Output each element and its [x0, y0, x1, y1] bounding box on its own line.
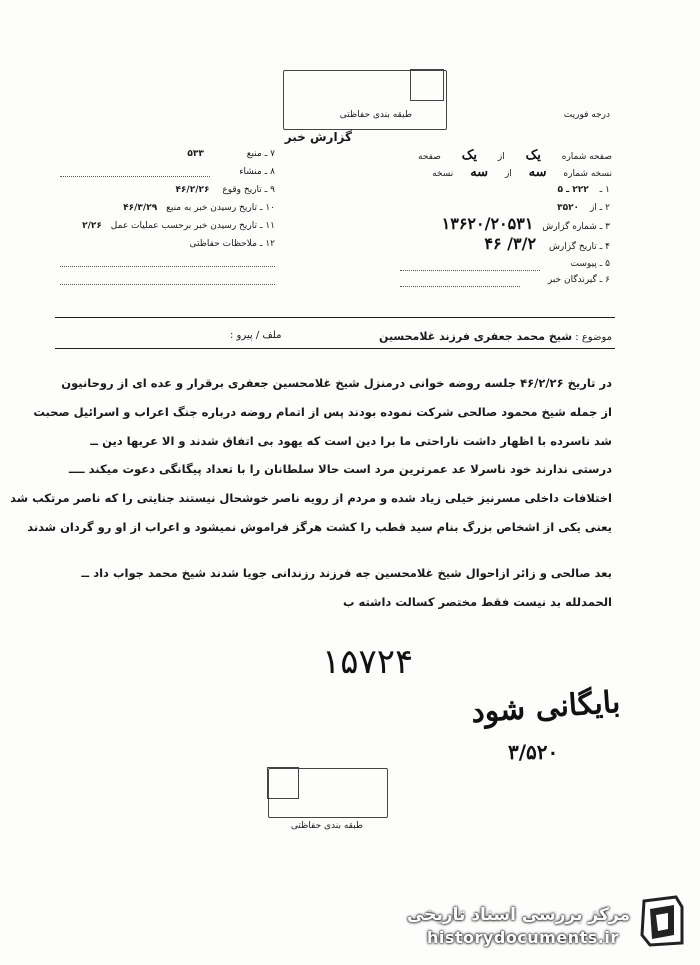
page-from: از	[497, 152, 505, 162]
body-line-1: در تاریخ ۴۶/۲/۲۶ جلسه روضه خوانی درمنزل شیخ غلامحسین جعفری برقرار و عده ای از روحانیون	[61, 376, 612, 390]
field-5-label: ۵ ـ پیوست	[570, 259, 610, 269]
field-3-label: ۳ ـ شماره گزارش	[542, 222, 610, 232]
field-4-value: ۳/۲/ ۴۶	[484, 234, 537, 253]
field-9-value: ۴۶/۲/۲۶	[175, 185, 210, 195]
page-word: صفحه	[418, 152, 441, 162]
copy-no-hand: سه	[528, 165, 547, 180]
field-10-value: ۴۶/۳/۲۹	[123, 203, 158, 213]
page-number-row	[372, 150, 612, 163]
copy-count-hand: سه	[470, 165, 489, 180]
report-title: گزارش خبر	[284, 130, 352, 144]
header-separator	[55, 317, 615, 318]
handwritten-code: ۳/۵۲۰	[508, 740, 559, 764]
archive-center-name: مرکز بررسی اسناد تاریخی	[407, 905, 630, 925]
field-9	[60, 184, 275, 196]
subject-underline	[55, 348, 615, 349]
archive-logo-icon	[636, 895, 686, 947]
copy-number-row	[372, 167, 612, 180]
classification-label-bottom: طبقه بندی حفاظتی	[290, 821, 364, 831]
body-line-6: یعنی یکی از اشخاص بزرگ بنام سید قطب را کشت هرگز فراموش نمیشود و اعراب از او رو گردان شدند	[27, 520, 612, 534]
body-line-2: از جمله شیخ محمود صالحی شرکت نموده بودند پس از اتمام روضه درباره جنگ اعراب و اسرائیل صحبت	[33, 405, 612, 419]
body-line-8: الحمدلله بد نیست فقط مختصر کسالت داشته ب	[342, 595, 612, 609]
priority-label: درجه فوریت	[563, 110, 610, 120]
archive-logo	[636, 895, 686, 947]
field-1	[395, 184, 610, 198]
handwritten-number: ۱۵۷۲۴	[322, 642, 414, 682]
copy-no-label: نسخه شماره	[563, 169, 612, 179]
field-8-label: ۸ ـ منشاء	[239, 167, 275, 177]
field-3-value: ۱۳۶۲۰/۲۰۵۳۱	[441, 214, 534, 233]
field-5-dots	[400, 270, 540, 271]
subject-row	[312, 330, 612, 343]
page-no-label: صفحه شماره	[561, 152, 612, 162]
handwritten-archive-note: بایگانی شود	[469, 684, 622, 731]
field-11-value: ۲/۲۶	[82, 221, 102, 231]
field-12-label: ۱۲ ـ ملاحظات حفاظتی	[189, 239, 275, 249]
copy-from: از	[504, 169, 512, 179]
field-7-value: ۵۳۳	[187, 149, 204, 159]
stamp-inner-box-bottom	[267, 767, 299, 799]
body-line-7: بعد صالحی و زائر ازاحوال شیخ غلامحسین جه فرزند رزندانی جویا شدند شیخ محمد جواب داد ــ	[81, 566, 612, 580]
page-count-hand: یک	[461, 148, 477, 163]
field-2-label: ۲ ـ از	[589, 203, 610, 213]
field-6-label: ۶ ـ گیرندگان خبر	[547, 275, 610, 285]
classification-stamp-top	[283, 70, 447, 130]
field-2-value: ۳۵۲۰	[557, 203, 580, 213]
field-9-label: ۹ ـ تاریخ وقوع	[222, 185, 275, 195]
archive-website: historydocuments.ir	[427, 928, 619, 947]
classification-stamp-bottom	[268, 768, 388, 818]
field-1-value: ۲۲۲ ـ ۵	[557, 185, 589, 195]
subject-label: موضوع :	[575, 332, 612, 343]
subject-text: شیخ محمد جعفری فرزند غلامحسین	[379, 330, 573, 343]
field-4-label: ۴ ـ تاریخ گزارش	[548, 242, 610, 252]
field-4	[395, 234, 610, 254]
body-line-5: اختلافات داخلی مسرنیز خیلی زیاد شده و مردم از رویه ناصر خوشحال نیستند جنایتی را که ناصر مرتکب شد	[10, 491, 612, 505]
field-8-dots	[60, 176, 210, 177]
field-11-label: ۱۱ ـ تاریخ رسیدن خبر برحسب عملیات عمل	[110, 221, 275, 231]
body-line-3: شد ناسرده با اظهار داشت ناراحتی ما برا دین است که یهود بی اتفاق شدند و الا عربها دین ــ	[90, 434, 612, 448]
field-1-label: ۱ ـ	[599, 185, 610, 195]
file-ref: ملف / پیرو :	[230, 330, 282, 341]
field-7	[60, 148, 275, 160]
classification-label-top: طبقه بندی حفاظتی	[339, 110, 412, 120]
field-11	[60, 220, 275, 232]
field-12	[60, 238, 275, 250]
field-3	[395, 214, 610, 234]
page-no-hand: یک	[525, 148, 541, 163]
field-6-dots	[400, 286, 520, 287]
copy-word: نسخه	[432, 169, 454, 179]
field-10-label: ۱۰ ـ تاریخ رسیدن خبر به منبع	[166, 203, 275, 213]
left-extra-dots-2	[60, 284, 275, 285]
left-extra-dots-1	[60, 266, 275, 267]
stamp-inner-box	[410, 69, 444, 101]
field-7-label: ۷ ـ منبع	[246, 149, 275, 159]
body-line-4: درستی ندارند خود ناسرلا عد عمرترین مرد است حالا سلطانان را با تعداد پیگانگی دعوت میکند ــــ	[68, 462, 612, 476]
field-10	[60, 202, 275, 214]
